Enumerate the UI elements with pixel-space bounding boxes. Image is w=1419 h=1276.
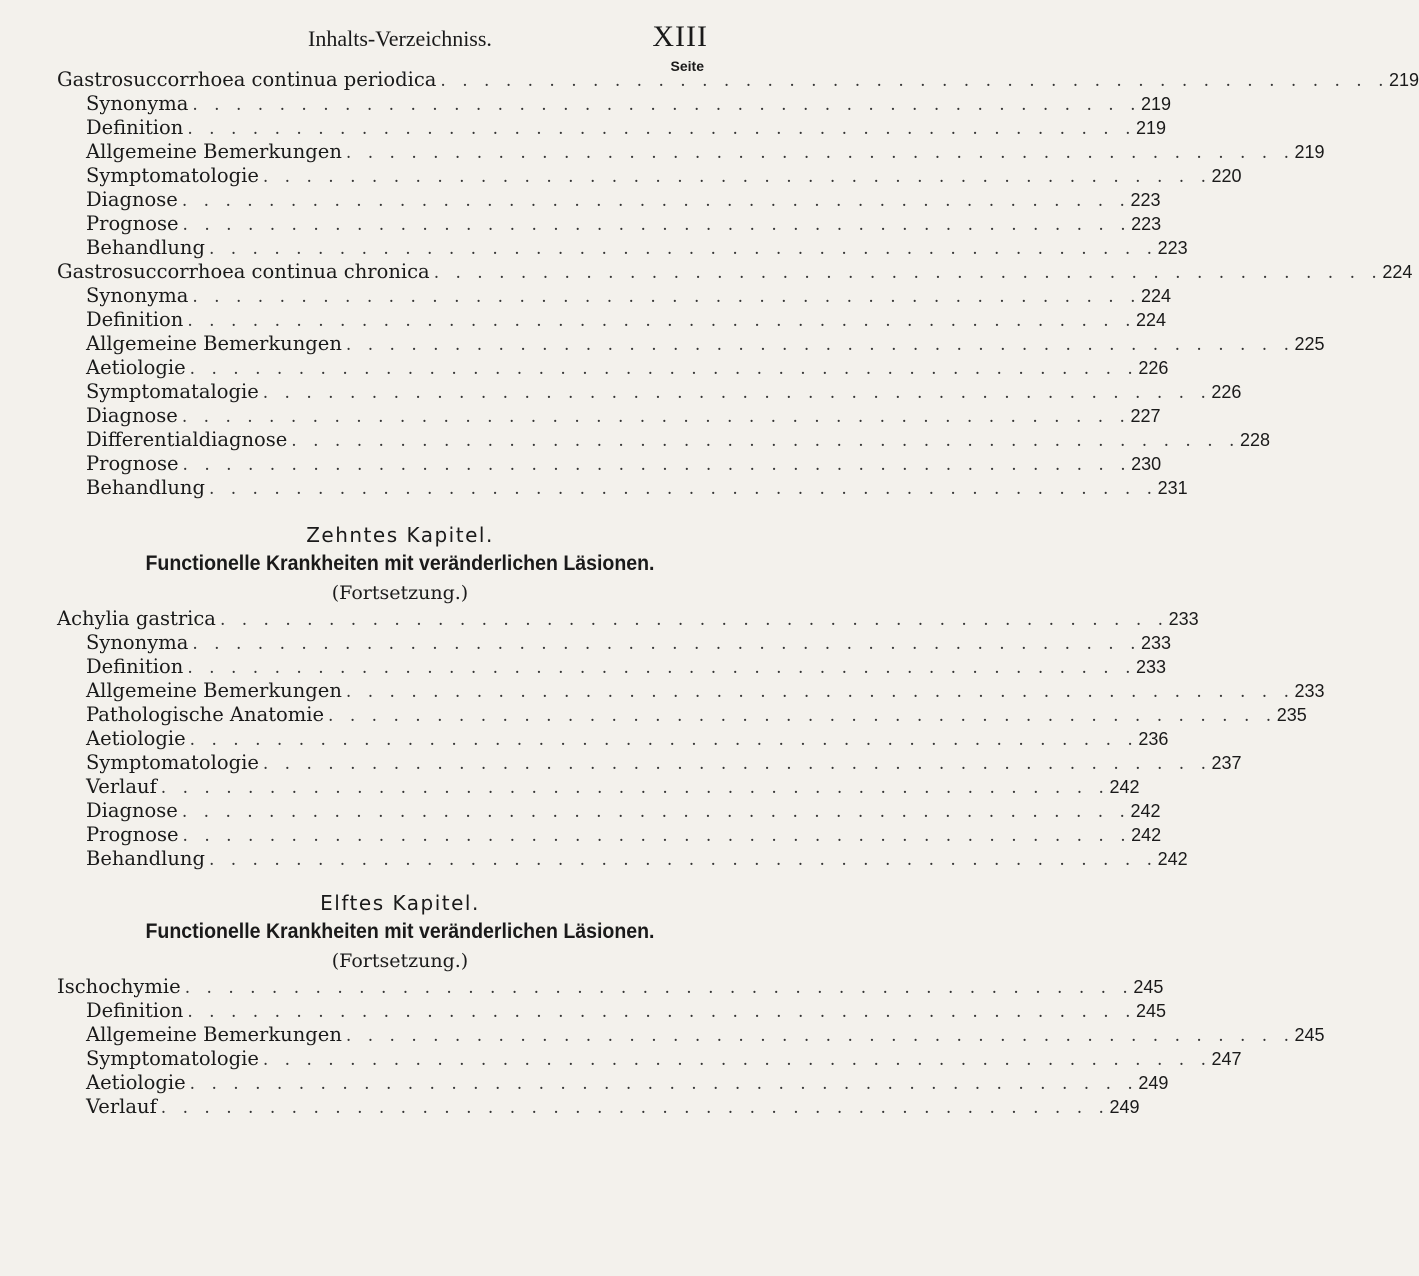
entry-title: Verlauf (86, 1095, 157, 1118)
toc-sub-entry (0, 1047, 1242, 1071)
entry-title: Aetiologie (86, 356, 186, 379)
page-number-roman: XIII (652, 20, 708, 53)
toc-sub-entry (0, 284, 1172, 308)
dot-leader: . . . . . . . . . . . . . . . . . . . . . . . . . . . . . . . . . . . . . . . . . . . . (192, 287, 1142, 307)
dot-leader: . . . . . . . . . . . . . . . . . . . . . . . . . . . . . . . . . . . . . . . . . . . . (433, 263, 1383, 283)
entry-title: Prognose (86, 823, 179, 846)
entry-title: Definition (86, 655, 184, 678)
chapter-heading (0, 521, 800, 607)
dot-leader: . . . . . . . . . . . . . . . . . . . . . . . . . . . . . . . . . . . . . . . . . . . . (184, 978, 1134, 998)
entry-title: Differentialdiagnose (86, 428, 288, 451)
toc-sub-entry (0, 799, 1161, 823)
entry-page-number: 242 (1157, 849, 1188, 869)
entry-page-number: 219 (1389, 70, 1419, 90)
entry-page-number: 230 (1131, 454, 1162, 474)
entry-title: Definition (86, 999, 184, 1022)
entry-page-number: 247 (1211, 1049, 1242, 1069)
toc-sub-entry (0, 727, 1169, 751)
dot-leader: . . . . . . . . . . . . . . . . . . . . . . . . . . . . . . . . . . . . . . . . . . . . (160, 1098, 1110, 1118)
entry-page-number: 225 (1294, 334, 1325, 354)
seite-column-label: Seite (670, 58, 704, 74)
entry-title: Symptomatalogie (86, 380, 259, 403)
entry-page-number: 237 (1211, 753, 1242, 773)
entry-page-number: 223 (1131, 214, 1162, 234)
dot-leader: . . . . . . . . . . . . . . . . . . . . . . . . . . . . . . . . . . . . . . . . . . . . (345, 143, 1295, 163)
running-title: Inhalts-Verzeichniss. (308, 26, 492, 51)
entry-title: Ischochymie (57, 975, 181, 998)
toc-sub-entry (0, 212, 1162, 236)
entry-page-number: 242 (1130, 801, 1161, 821)
chapter-subtitle: Functionelle Krankheiten mit veränderlichen Läsionen. (145, 552, 655, 575)
dot-leader: . . . . . . . . . . . . . . . . . . . . . . . . . . . . . . . . . . . . . . . . . . . . (160, 778, 1110, 798)
toc-sub-entry (0, 356, 1169, 380)
entry-title: Definition (86, 116, 184, 139)
entry-page-number: 224 (1136, 310, 1167, 330)
toc-sub-entry (0, 1095, 1140, 1119)
toc-sub-entry (0, 308, 1167, 332)
dot-leader: . . . . . . . . . . . . . . . . . . . . . . . . . . . . . . . . . . . . . . . . . . . . (262, 167, 1212, 187)
entry-page-number: 224 (1382, 262, 1413, 282)
toc-sub-entry (0, 703, 1307, 727)
entry-page-number: 245 (1133, 977, 1164, 997)
entry-title: Diagnose (86, 188, 178, 211)
entry-page-number: 227 (1130, 406, 1161, 426)
entry-title: Verlauf (86, 775, 157, 798)
entry-page-number: 233 (1294, 681, 1325, 701)
entry-title: Prognose (86, 452, 179, 475)
dot-leader: . . . . . . . . . . . . . . . . . . . . . . . . . . . . . . . . . . . . . . . . . . . . (181, 191, 1131, 211)
entry-page-number: 223 (1130, 190, 1161, 210)
entry-page-number: 228 (1239, 430, 1270, 450)
toc-sub-entry (0, 999, 1167, 1023)
dot-leader: . . . . . . . . . . . . . . . . . . . . . . . . . . . . . . . . . . . . . . . . . . . . (345, 682, 1295, 702)
toc-sub-entry (0, 679, 1325, 703)
toc-sub-entry (0, 236, 1188, 260)
dot-leader: . . . . . . . . . . . . . . . . . . . . . . . . . . . . . . . . . . . . . . . . . . . . (208, 850, 1158, 870)
dot-leader: . . . . . . . . . . . . . . . . . . . . . . . . . . . . . . . . . . . . . . . . . . . . (182, 215, 1132, 235)
chapter-title: Elftes Kapitel. (320, 891, 480, 915)
toc-sub-entry (0, 404, 1161, 428)
entry-page-number: 219 (1294, 142, 1325, 162)
dot-leader: . . . . . . . . . . . . . . . . . . . . . . . . . . . . . . . . . . . . . . . . . . . . (291, 431, 1240, 451)
entry-title: Diagnose (86, 799, 178, 822)
chapter-subtitle: Functionelle Krankheiten mit veränderlichen Läsionen. (145, 920, 655, 943)
toc-sub-entry (0, 164, 1242, 188)
toc-sub-entry (0, 1071, 1169, 1095)
dot-leader: . . . . . . . . . . . . . . . . . . . . . . . . . . . . . . . . . . . . . . . . . . . . (192, 95, 1142, 115)
chapter-heading (0, 889, 800, 975)
toc-sub-entry (0, 92, 1172, 116)
entry-title: Gastrosuccorrhoea continua chronica (57, 260, 430, 283)
dot-leader: . . . . . . . . . . . . . . . . . . . . . . . . . . . . . . . . . . . . . . . . . . . . (345, 1026, 1295, 1046)
dot-leader: . . . . . . . . . . . . . . . . . . . . . . . . . . . . . . . . . . . . . . . . . . . . (187, 311, 1136, 331)
dot-leader: . . . . . . . . . . . . . . . . . . . . . . . . . . . . . . . . . . . . . . . . . . . . (189, 1074, 1139, 1094)
entry-title: Symptomatologie (86, 751, 259, 774)
dot-leader: . . . . . . . . . . . . . . . . . . . . . . . . . . . . . . . . . . . . . . . . . . . . (208, 479, 1158, 499)
entry-page-number: 226 (1138, 358, 1169, 378)
entry-title: Achylia gastrica (57, 607, 216, 630)
entry-page-number: 231 (1157, 478, 1188, 498)
toc-section (0, 889, 1325, 1119)
entry-title: Allgemeine Bemerkungen (86, 332, 342, 355)
entry-page-number: 249 (1109, 1097, 1140, 1117)
entry-title: Allgemeine Bemerkungen (86, 679, 342, 702)
dot-leader: . . . . . . . . . . . . . . . . . . . . . . . . . . . . . . . . . . . . . . . . . . . . (181, 407, 1131, 427)
entry-page-number: 236 (1138, 729, 1169, 749)
dot-leader: . . . . . . . . . . . . . . . . . . . . . . . . . . . . . . . . . . . . . . . . . . . . (262, 754, 1212, 774)
entry-title: Prognose (86, 212, 179, 235)
toc-sub-entry (0, 452, 1162, 476)
toc-sub-entry (0, 655, 1167, 679)
dot-leader: . . . . . . . . . . . . . . . . . . . . . . . . . . . . . . . . . . . . . . . . . . . . (189, 359, 1139, 379)
toc-sub-entry (0, 380, 1242, 404)
toc-section (0, 521, 1325, 871)
toc-main-entry (0, 68, 1419, 92)
dot-leader: . . . . . . . . . . . . . . . . . . . . . . . . . . . . . . . . . . . . . . . . . . . . (182, 455, 1132, 475)
entry-title: Gastrosuccorrhoea continua periodica (57, 68, 437, 91)
toc-sub-entry (0, 823, 1162, 847)
entry-page-number: 235 (1276, 705, 1307, 725)
entry-page-number: 233 (1141, 633, 1172, 653)
toc-sub-entry (0, 1023, 1325, 1047)
entry-title: Synonyma (86, 284, 189, 307)
entry-title: Symptomatologie (86, 1047, 259, 1070)
toc-main-entry (0, 260, 1413, 284)
chapter-title: Zehntes Kapitel. (306, 523, 494, 547)
entry-title: Allgemeine Bemerkungen (86, 1023, 342, 1046)
toc-sub-entry (0, 751, 1242, 775)
dot-leader: . . . . . . . . . . . . . . . . . . . . . . . . . . . . . . . . . . . . . . . . . . . . (187, 658, 1136, 678)
dot-leader: . . . . . . . . . . . . . . . . . . . . . . . . . . . . . . . . . . . . . . . . . . . . (181, 802, 1131, 822)
entry-title: Aetiologie (86, 727, 186, 750)
dot-leader: . . . . . . . . . . . . . . . . . . . . . . . . . . . . . . . . . . . . . . . . . . . . (440, 71, 1390, 91)
dot-leader: . . . . . . . . . . . . . . . . . . . . . . . . . . . . . . . . . . . . . . . . . . . . (187, 1002, 1136, 1022)
dot-leader: . . . . . . . . . . . . . . . . . . . . . . . . . . . . . . . . . . . . . . . . . . . . (262, 383, 1212, 403)
entry-page-number: 242 (1109, 777, 1140, 797)
chapter-continuation: (Fortsetzung.) (331, 950, 469, 972)
toc-sub-entry (0, 476, 1188, 500)
entry-page-number: 233 (1168, 609, 1199, 629)
entry-page-number: 245 (1294, 1025, 1325, 1045)
entry-title: Symptomatologie (86, 164, 259, 187)
table-of-contents (0, 68, 1419, 1119)
entry-page-number: 226 (1211, 382, 1242, 402)
entry-title: Definition (86, 308, 184, 331)
entry-title: Pathologische Anatomie (86, 703, 325, 726)
entry-page-number: 242 (1131, 825, 1162, 845)
toc-section (0, 68, 1419, 500)
toc-sub-entry (0, 847, 1188, 871)
entry-page-number: 220 (1211, 166, 1242, 186)
dot-leader: . . . . . . . . . . . . . . . . . . . . . . . . . . . . . . . . . . . . . . . . . . . . (262, 1050, 1212, 1070)
entry-title: Behandlung (86, 236, 205, 259)
toc-sub-entry (0, 116, 1167, 140)
entry-title: Behandlung (86, 476, 205, 499)
entry-title: Synonyma (86, 631, 189, 654)
entry-page-number: 223 (1157, 238, 1188, 258)
toc-sub-entry (0, 140, 1325, 164)
toc-sub-entry (0, 332, 1325, 356)
dot-leader: . . . . . . . . . . . . . . . . . . . . . . . . . . . . . . . . . . . . . . . . . . . . (219, 610, 1169, 630)
dot-leader: . . . . . . . . . . . . . . . . . . . . . . . . . . . . . . . . . . . . . . . . . . . . (208, 239, 1158, 259)
entry-page-number: 219 (1141, 94, 1172, 114)
toc-sub-entry (0, 775, 1140, 799)
entry-page-number: 219 (1136, 118, 1167, 138)
dot-leader: . . . . . . . . . . . . . . . . . . . . . . . . . . . . . . . . . . . . . . . . . . . . (328, 706, 1277, 726)
entry-title: Behandlung (86, 847, 205, 870)
toc-sub-entry (0, 631, 1172, 655)
dot-leader: . . . . . . . . . . . . . . . . . . . . . . . . . . . . . . . . . . . . . . . . . . . . (182, 826, 1132, 846)
chapter-continuation: (Fortsetzung.) (331, 582, 469, 604)
toc-sub-entry (0, 188, 1161, 212)
entry-title: Synonyma (86, 92, 189, 115)
entry-title: Aetiologie (86, 1071, 186, 1094)
dot-leader: . . . . . . . . . . . . . . . . . . . . . . . . . . . . . . . . . . . . . . . . . . . . (189, 730, 1139, 750)
dot-leader: . . . . . . . . . . . . . . . . . . . . . . . . . . . . . . . . . . . . . . . . . . . . (192, 634, 1142, 654)
entry-page-number: 233 (1136, 657, 1167, 677)
dot-leader: . . . . . . . . . . . . . . . . . . . . . . . . . . . . . . . . . . . . . . . . . . . . (187, 119, 1136, 139)
entry-title: Allgemeine Bemerkungen (86, 140, 342, 163)
toc-main-entry (0, 975, 1164, 999)
entry-page-number: 245 (1136, 1001, 1167, 1021)
toc-main-entry (0, 607, 1199, 631)
entry-page-number: 249 (1138, 1073, 1169, 1093)
page-header (0, 18, 800, 58)
entry-title: Diagnose (86, 404, 178, 427)
dot-leader: . . . . . . . . . . . . . . . . . . . . . . . . . . . . . . . . . . . . . . . . . . . . (345, 335, 1295, 355)
entry-page-number: 224 (1141, 286, 1172, 306)
toc-sub-entry (0, 428, 1270, 452)
